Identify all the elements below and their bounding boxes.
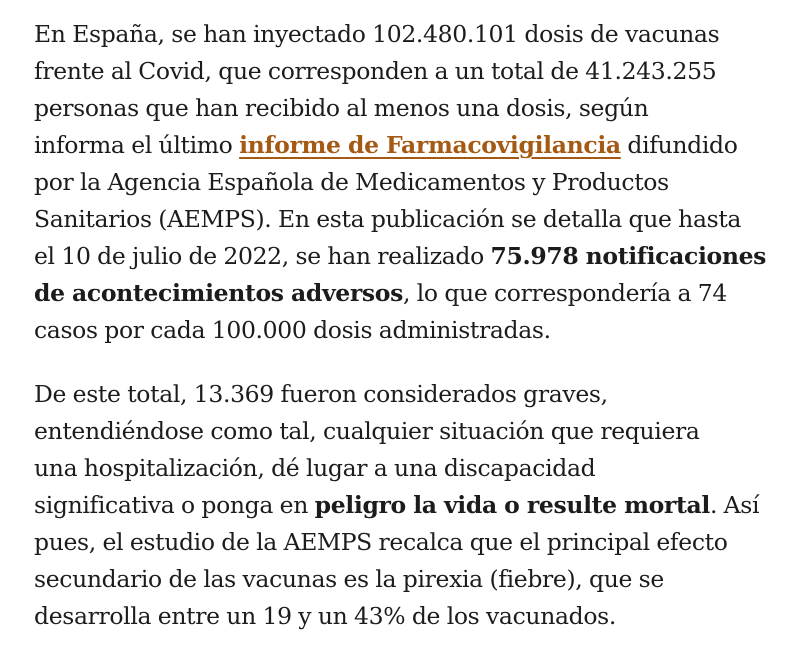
text-line: desarrolla entre un 19 y un 43% de los vacunados. <box>34 602 616 630</box>
text-line: pues, el estudio de la AEMPS recalca que el principal efecto <box>34 528 728 556</box>
text-fragment: el 10 de julio de 2022, se han realizado <box>34 242 491 270</box>
text-fragment: informa el último <box>34 131 240 159</box>
bold-notifications-count: 75.978 notificaciones <box>490 242 767 270</box>
text-fragment: . Así <box>709 491 760 519</box>
text-line: entendiéndose como tal, cualquier situación que requiera <box>34 417 700 445</box>
bold-danger-phrase: peligro la vida o resulte mortal <box>314 491 710 519</box>
text-line <box>34 275 774 312</box>
text-line: una hospitalización, dé lugar a una discapacidad <box>34 454 596 482</box>
text-line: personas que han recibido al menos una dosis, según <box>34 94 649 122</box>
text-fragment: difundido <box>620 131 738 159</box>
text-line: secundario de las vacunas es la pirexia (fiebre), que se <box>34 565 664 593</box>
text-line: En España, se han inyectado 102.480.101 dosis de vacunas <box>34 20 720 48</box>
text-line: casos por cada 100.000 dosis administradas. <box>34 316 551 344</box>
text-line <box>34 487 774 524</box>
text-line <box>34 238 774 275</box>
bold-adverse-events: de acontecimientos adversos <box>34 279 404 307</box>
text-line: por la Agencia Española de Medicamentos y Productos <box>34 168 669 196</box>
text-line: frente al Covid, que corresponden a un total de 41.243.255 <box>34 57 717 85</box>
text-line <box>34 127 774 164</box>
paragraph-2 <box>34 376 774 635</box>
text-line: Sanitarios (AEMPS). En esta publicación se detalla que hasta <box>34 205 742 233</box>
text-fragment: , lo que correspondería a 74 <box>403 279 727 307</box>
article-body <box>34 16 774 662</box>
paragraph-1 <box>34 16 774 349</box>
farmacovigilancia-report-link[interactable]: informe de Farmacovigilancia <box>239 131 621 159</box>
text-fragment: significativa o ponga en <box>34 491 315 519</box>
text-line: De este total, 13.369 fueron considerados graves, <box>34 380 608 408</box>
